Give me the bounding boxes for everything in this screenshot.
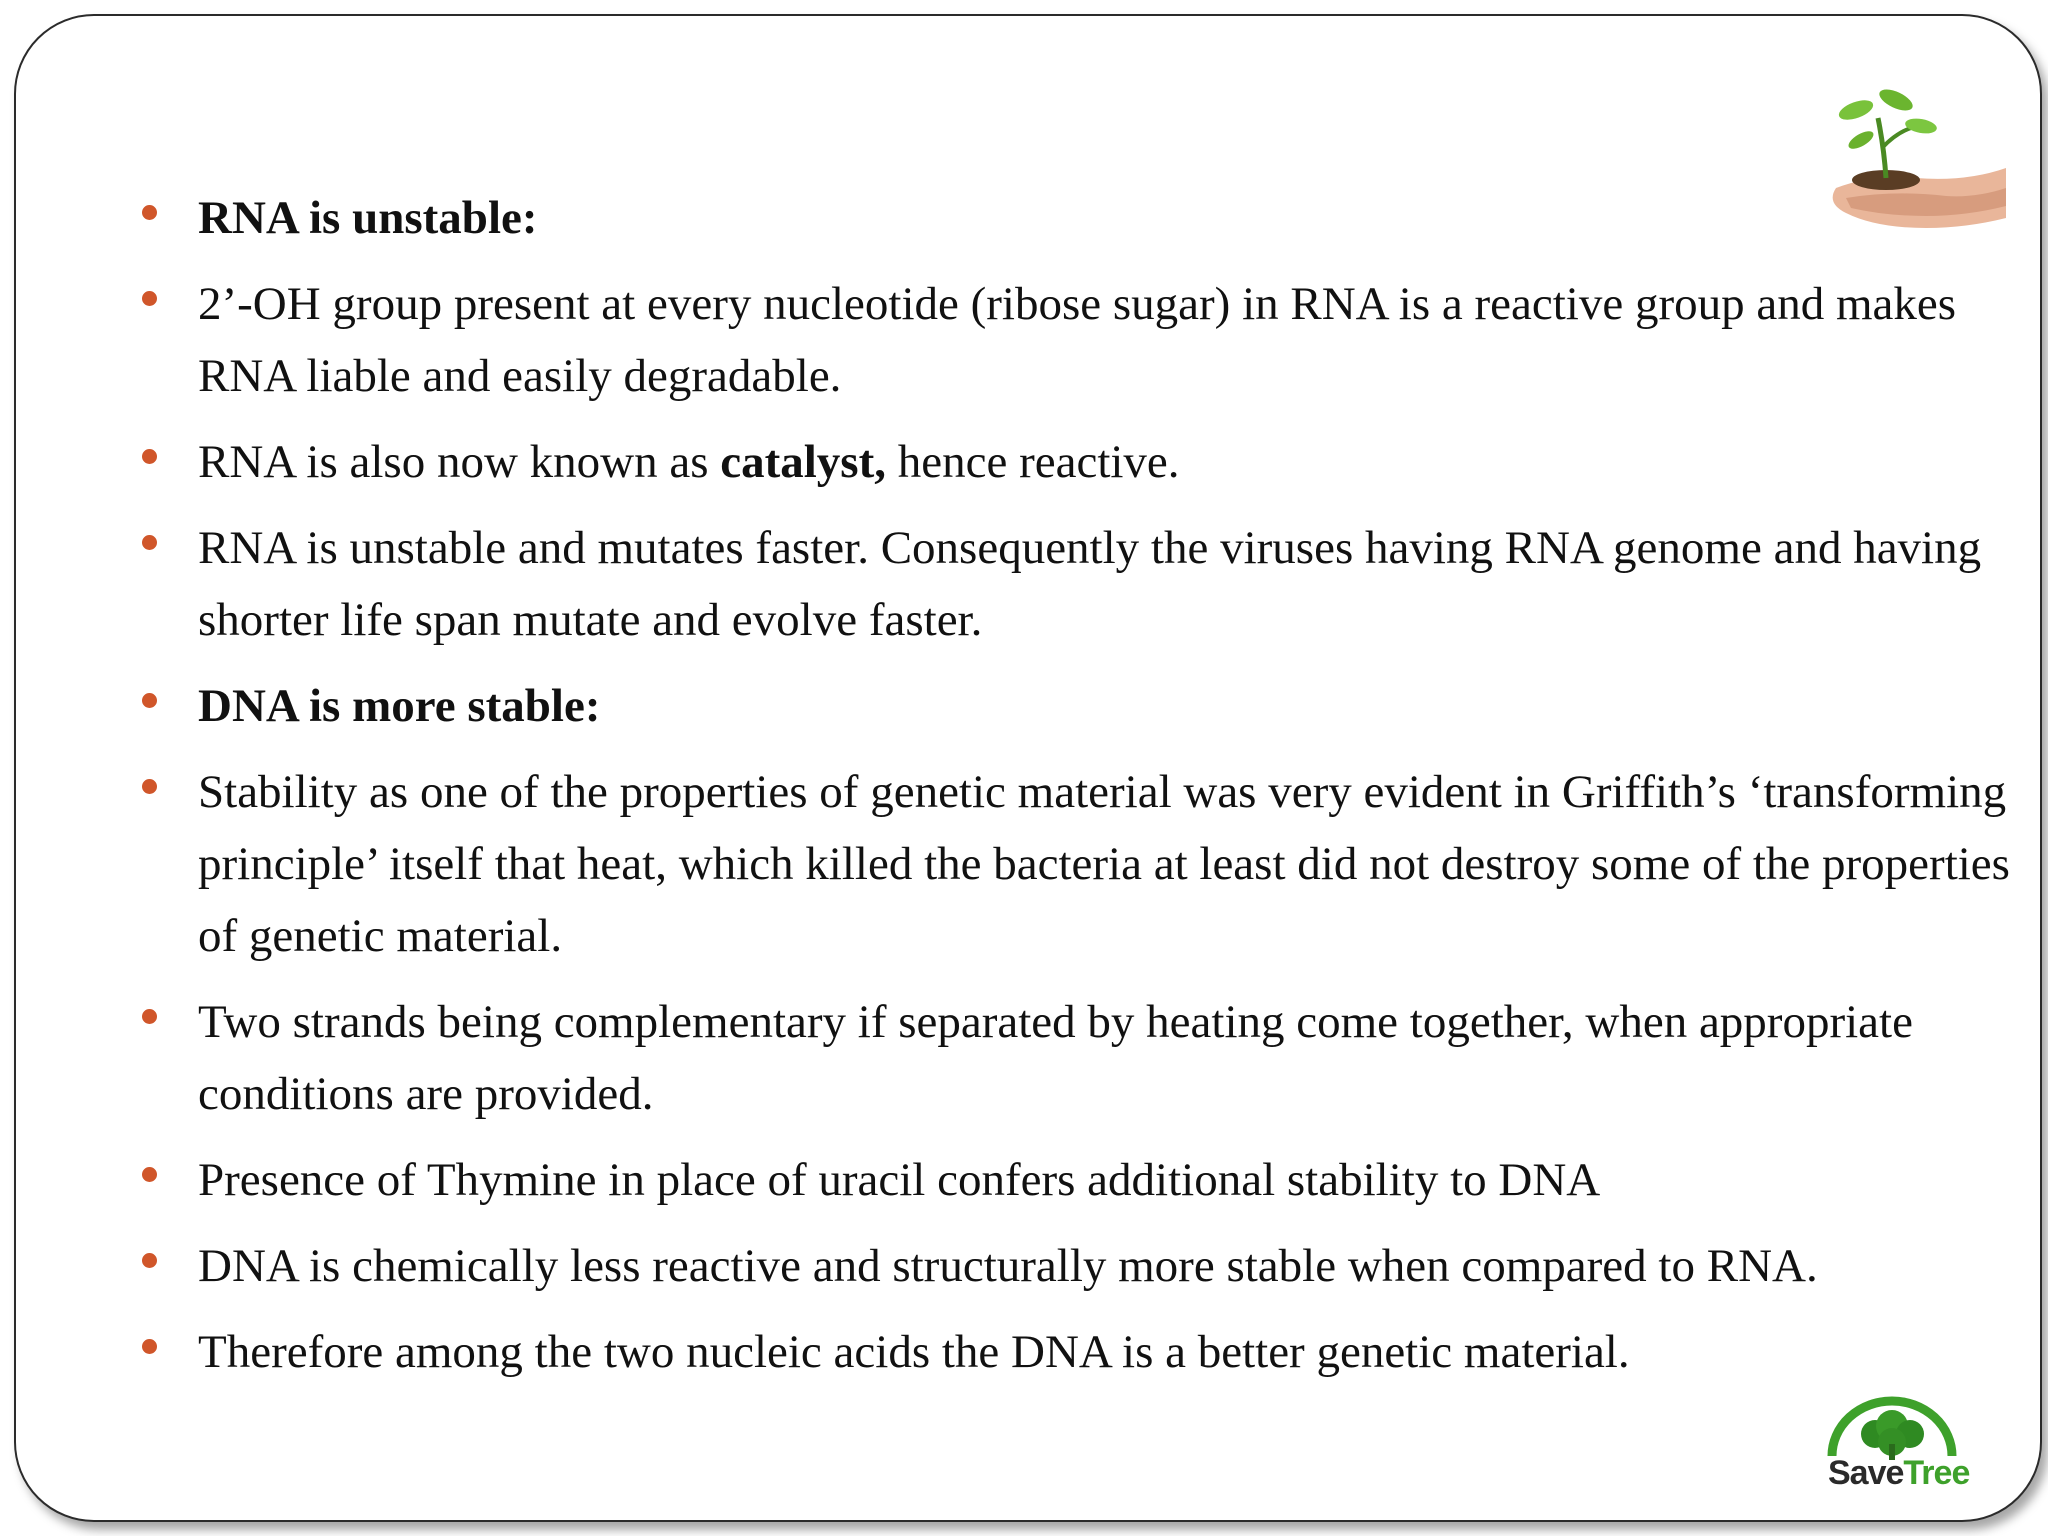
bullet-text: RNA is unstable and mutates faster. Consequently the viruses having RNA genome and having shorter life span mutate and evolve faster. (198, 522, 1982, 646)
bullet-text: DNA is chemically less reactive and structurally more stable when compared to RNA. (198, 1240, 1818, 1292)
bullet-item (136, 426, 2036, 498)
savetree-logo (1820, 1394, 1970, 1494)
bullet-marker (142, 1167, 157, 1182)
bullet-heading-rna: RNA is unstable: (198, 192, 538, 244)
bullet-text: Presence of Thymine in place of uracil confers additional stability to DNA (198, 1154, 1601, 1206)
bullet-text: Stability as one of the properties of genetic material was very evident in Griffith’s ‘transforming principle’ itself that heat, which killed the bacteria at least did not destroy some of the properties of genetic material. (198, 766, 2010, 962)
bullet-text: Two strands being complementary if separated by heating come together, when appropriate conditions are provided. (198, 996, 1913, 1120)
bullet-item (136, 756, 2036, 972)
bullet-item (136, 512, 2036, 656)
bullet-item (136, 182, 2036, 254)
bullet-text: Therefore among the two nucleic acids the DNA is a better genetic material. (198, 1326, 1630, 1378)
bullet-text: 2’-OH group present at every nucleotide (ribose sugar) in RNA is a reactive group and makes RNA liable and easily degradable. (198, 278, 1957, 402)
bullet-item (136, 268, 2036, 412)
bullet-marker (142, 1253, 157, 1268)
bullet-marker (142, 291, 157, 306)
savetree-tree: Tree (1903, 1454, 1970, 1492)
bullet-item (136, 1230, 2036, 1302)
bullet-marker (142, 693, 157, 708)
bullet-text: hence reactive. (886, 436, 1180, 488)
savetree-wordmark (1828, 1456, 1969, 1490)
bullet-item (136, 986, 2036, 1130)
bullet-heading-dna: DNA is more stable: (198, 680, 601, 732)
bullet-item (136, 1316, 2036, 1388)
bullet-marker (142, 205, 157, 220)
bullet-item (136, 670, 2036, 742)
bullet-marker (142, 779, 157, 794)
bullet-marker (142, 1009, 157, 1024)
slide (14, 14, 2042, 1522)
bullet-list (136, 182, 2036, 1402)
savetree-save: Save (1828, 1454, 1904, 1492)
bullet-marker (142, 1339, 157, 1354)
bullet-emphasis: catalyst, (720, 436, 886, 488)
bullet-marker (142, 449, 157, 464)
bullet-marker (142, 535, 157, 550)
bullet-item (136, 1144, 2036, 1216)
bullet-text: RNA is also now known as (198, 436, 721, 488)
